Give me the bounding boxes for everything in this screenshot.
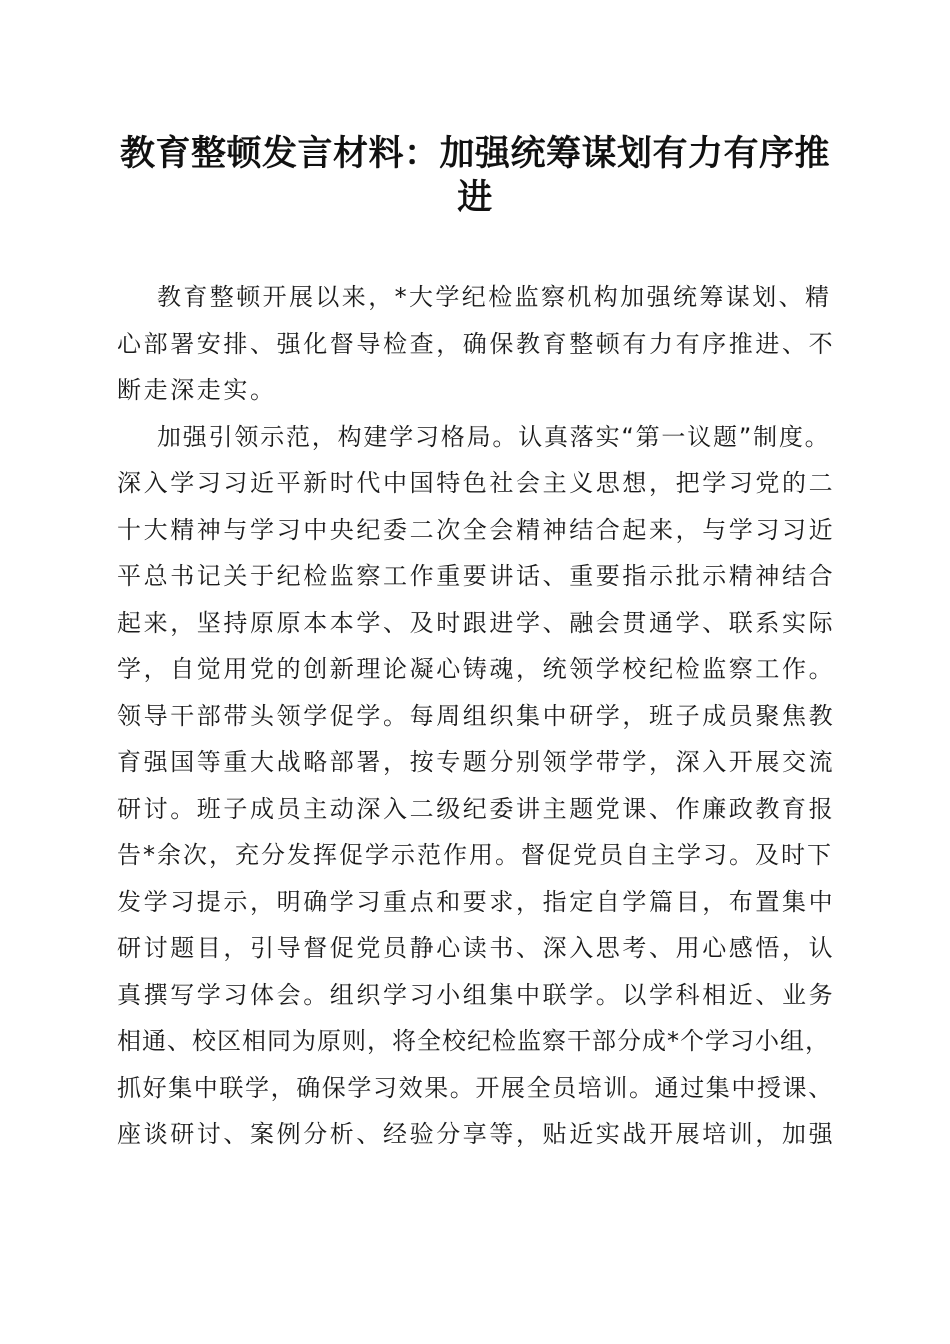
text-line: 研讨题目，引导督促党员静心读书、深入思考、用心感悟，认 (117, 934, 836, 962)
text-line: 研讨。班子成员主动深入二级纪委讲主题党课、作廉政教育报 (117, 794, 836, 823)
document-title: 教育整顿发言材料：加强统筹谋划有力有序推进 (119, 133, 830, 218)
text-line: 平总书记关于纪检监察工作重要讲话、重要指示批示精神结合 (117, 562, 836, 590)
text-line: 加强引领示范，构建学习格局。认真落实“第一议题”制度。 (157, 422, 831, 451)
text-line: 发学习提示，明确学习重点和要求，指定自学篇目，布置集中 (117, 887, 836, 916)
text-line: 教育整顿开展以来，*大学纪检监察机构加强统筹谋划、精 (157, 283, 832, 311)
text-line: 真撰写学习体会。组织学习小组集中联学。以学科相近、业务 (117, 980, 836, 1009)
text-line: 断走深走实。 (117, 376, 277, 404)
text-line: 育强国等重大战略部署，按专题分别领学带学，深入开展交流 (117, 748, 836, 776)
text-line: 深入学习习近平新时代中国特色社会主义思想，把学习党的二 (117, 469, 836, 497)
document-body (117, 274, 835, 1158)
text-line: 抓好集中联学，确保学习效果。开展全员培训。通过集中授课、 (117, 1073, 834, 1102)
text-line: 心部署安排、强化督导检查，确保教育整顿有力有序推进、不 (117, 329, 836, 358)
text-line: 领导干部带头领学促学。每周组织集中研学，班子成员聚焦教 (117, 701, 836, 730)
text-line: 十大精神与学习中央纪委二次全会精神结合起来，与学习习近 (117, 515, 836, 544)
text-line: 告*余次，充分发挥促学示范作用。督促党员自主学习。及时下 (117, 841, 833, 869)
text-line: 相通、校区相同为原则，将全校纪检监察干部分成*个学习小组， (117, 1027, 830, 1055)
text-line: 学，自觉用党的创新理论凝心铸魂，统领学校纪检监察工作。 (117, 655, 836, 683)
text-line: 起来，坚持原原本本学、及时跟进学、融会贯通学、联系实际 (117, 608, 836, 637)
text-line: 座谈研讨、案例分析、经验分享等，贴近实战开展培训，加强 (117, 1120, 836, 1148)
